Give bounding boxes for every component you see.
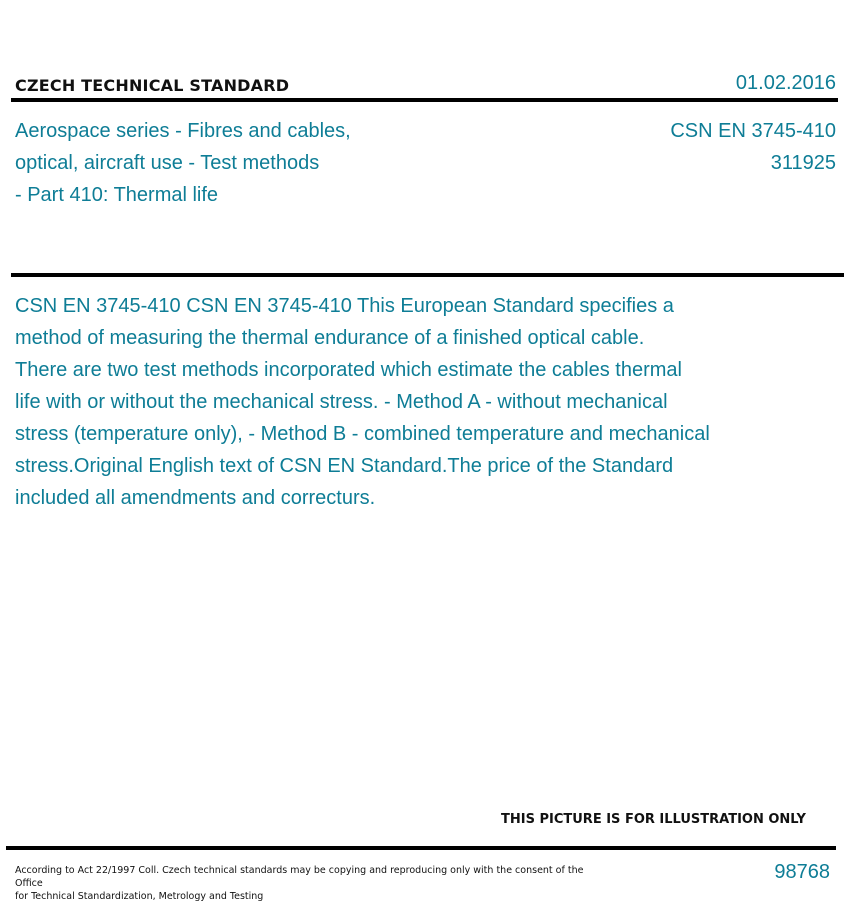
legal-line-2: for Technical Standardization, Metrology and Testing xyxy=(15,891,264,902)
legal-line-1: According to Act 22/1997 Coll. Czech technical standards may be copying and reproducing only with the consent of the Office xyxy=(15,865,584,889)
abstract-text xyxy=(15,290,775,514)
abstract-line: There are two test methods incorporated which estimate the cables thermal xyxy=(15,359,682,381)
illustration-notice: THIS PICTURE IS FOR ILLUSTRATION ONLY xyxy=(501,812,806,827)
footer-divider xyxy=(6,846,836,850)
title-line-1: Aerospace series - Fibres and cables, xyxy=(15,120,351,142)
abstract-line: method of measuring the thermal endurance of a finished optical cable. xyxy=(15,327,645,349)
standard-codes xyxy=(670,115,836,179)
standard-title xyxy=(15,115,455,211)
abstract-line: life with or without the mechanical stress. - Method A - without mechanical xyxy=(15,391,668,413)
abstract-line: CSN EN 3745-410 CSN EN 3745-410 This European Standard specifies a xyxy=(15,295,674,317)
standard-code: CSN EN 3745-410 xyxy=(670,120,836,142)
title-line-2: optical, aircraft use - Test methods xyxy=(15,152,320,174)
legal-notice xyxy=(15,864,595,903)
title-line-3: - Part 410: Thermal life xyxy=(15,184,219,206)
abstract-line: included all amendments and correcturs. xyxy=(15,487,376,509)
header-divider xyxy=(11,98,838,102)
document-number: 98768 xyxy=(774,861,830,883)
standard-type-label: CZECH TECHNICAL STANDARD xyxy=(15,76,290,95)
title-divider xyxy=(11,273,844,277)
class-number: 311925 xyxy=(770,152,836,174)
abstract-line: stress (temperature only), - Method B - combined temperature and mechanical xyxy=(15,423,710,445)
abstract-line: stress.Original English text of CSN EN Standard.The price of the Standard xyxy=(15,455,674,477)
publication-date: 01.02.2016 xyxy=(735,72,836,94)
